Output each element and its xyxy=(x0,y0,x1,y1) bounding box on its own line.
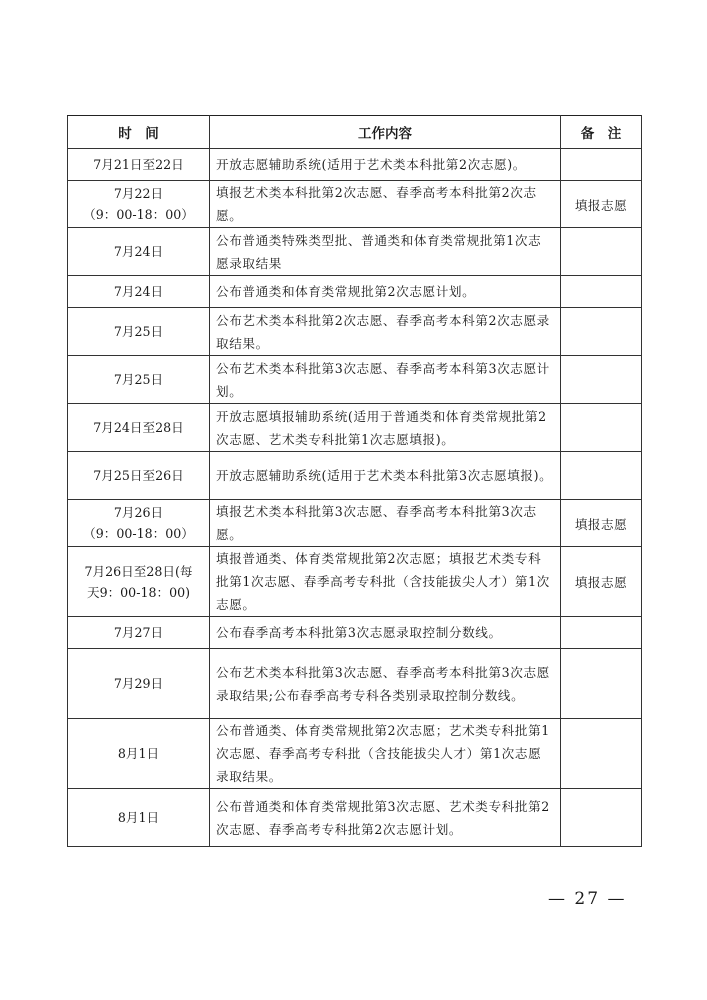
row-content: 公布普通类、体育类常规批第2次志愿；艺术类专科批第1次志愿、春季高考专科批（含技能拔尖人才）第1次志愿录取结果。 xyxy=(210,719,561,789)
row-time: 7月27日 xyxy=(68,617,210,649)
row-note xyxy=(561,617,642,649)
row-note xyxy=(561,228,642,276)
row-time: 7月24日 xyxy=(68,276,210,308)
table-row xyxy=(68,149,642,181)
table-header-row xyxy=(68,116,642,149)
table-row xyxy=(68,789,642,847)
row-time: 7月25日 xyxy=(68,356,210,404)
row-content: 开放志愿填报辅助系统(适用于普通类和体育类常规批第2次志愿、艺术类专科批第1次志愿填报)。 xyxy=(210,404,561,452)
row-content: 填报普通类、体育类常规批第2次志愿；填报艺术类专科批第1次志愿、春季高考专科批（含技能拔尖人才）第1次志愿。 xyxy=(210,547,561,617)
row-content: 公布普通类和体育类常规批第2次志愿计划。 xyxy=(210,276,561,308)
table-row xyxy=(68,452,642,500)
table-row xyxy=(68,308,642,356)
table-row xyxy=(68,228,642,276)
table-row xyxy=(68,649,642,719)
row-time: 7月26日至28日(每 天9：00-18：00) xyxy=(68,547,210,617)
row-time: 8月1日 xyxy=(68,719,210,789)
row-note: 填报志愿 xyxy=(561,547,642,617)
row-note xyxy=(561,308,642,356)
table-row xyxy=(68,719,642,789)
row-note xyxy=(561,276,642,308)
row-content: 开放志愿辅助系统(适用于艺术类本科批第3次志愿填报)。 xyxy=(210,452,561,500)
table-row xyxy=(68,404,642,452)
row-content: 公布艺术类本科批第3次志愿、春季高考本科第3次志愿计划。 xyxy=(210,356,561,404)
header-content: 工作内容 xyxy=(210,116,561,149)
table-row xyxy=(68,356,642,404)
row-note xyxy=(561,649,642,719)
row-note xyxy=(561,789,642,847)
header-time: 时 间 xyxy=(68,116,210,149)
row-content: 填报艺术类本科批第2次志愿、春季高考本科批第2次志愿。 xyxy=(210,181,561,228)
page-number: — 27 — xyxy=(548,889,627,909)
table-header xyxy=(68,116,642,149)
row-content: 公布春季高考本科批第3次志愿录取控制分数线。 xyxy=(210,617,561,649)
row-content: 开放志愿辅助系统(适用于艺术类本科批第2次志愿)。 xyxy=(210,149,561,181)
row-content: 公布普通类和体育类常规批第3次志愿、艺术类专科批第2次志愿、春季高考专科批第2次志愿计划。 xyxy=(210,789,561,847)
row-note xyxy=(561,452,642,500)
row-note xyxy=(561,356,642,404)
table-row xyxy=(68,500,642,547)
row-note xyxy=(561,719,642,789)
row-time: 7月22日 （9：00-18：00） xyxy=(68,181,210,228)
row-note: 填报志愿 xyxy=(561,500,642,547)
row-content: 公布艺术类本科批第3次志愿、春季高考本科批第3次志愿录取结果;公布春季高考专科各类别录取控制分数线。 xyxy=(210,649,561,719)
table-row xyxy=(68,276,642,308)
table-row xyxy=(68,181,642,228)
header-note: 备 注 xyxy=(561,116,642,149)
table-row xyxy=(68,617,642,649)
row-time: 8月1日 xyxy=(68,789,210,847)
row-note xyxy=(561,404,642,452)
row-time: 7月24日 xyxy=(68,228,210,276)
row-time: 7月24日至28日 xyxy=(68,404,210,452)
table-body xyxy=(68,149,642,847)
row-content: 公布艺术类本科批第2次志愿、春季高考本科第2次志愿录取结果。 xyxy=(210,308,561,356)
row-note: 填报志愿 xyxy=(561,181,642,228)
row-time: 7月29日 xyxy=(68,649,210,719)
row-time: 7月25日至26日 xyxy=(68,452,210,500)
row-content: 公布普通类特殊类型批、普通类和体育类常规批第1次志愿录取结果 xyxy=(210,228,561,276)
row-time: 7月21日至22日 xyxy=(68,149,210,181)
row-content: 填报艺术类本科批第3次志愿、春季高考本科批第3次志愿。 xyxy=(210,500,561,547)
row-time: 7月26日 （9：00-18：00） xyxy=(68,500,210,547)
table-row xyxy=(68,547,642,617)
row-note xyxy=(561,149,642,181)
row-time: 7月25日 xyxy=(68,308,210,356)
admission-schedule-table xyxy=(67,115,642,847)
